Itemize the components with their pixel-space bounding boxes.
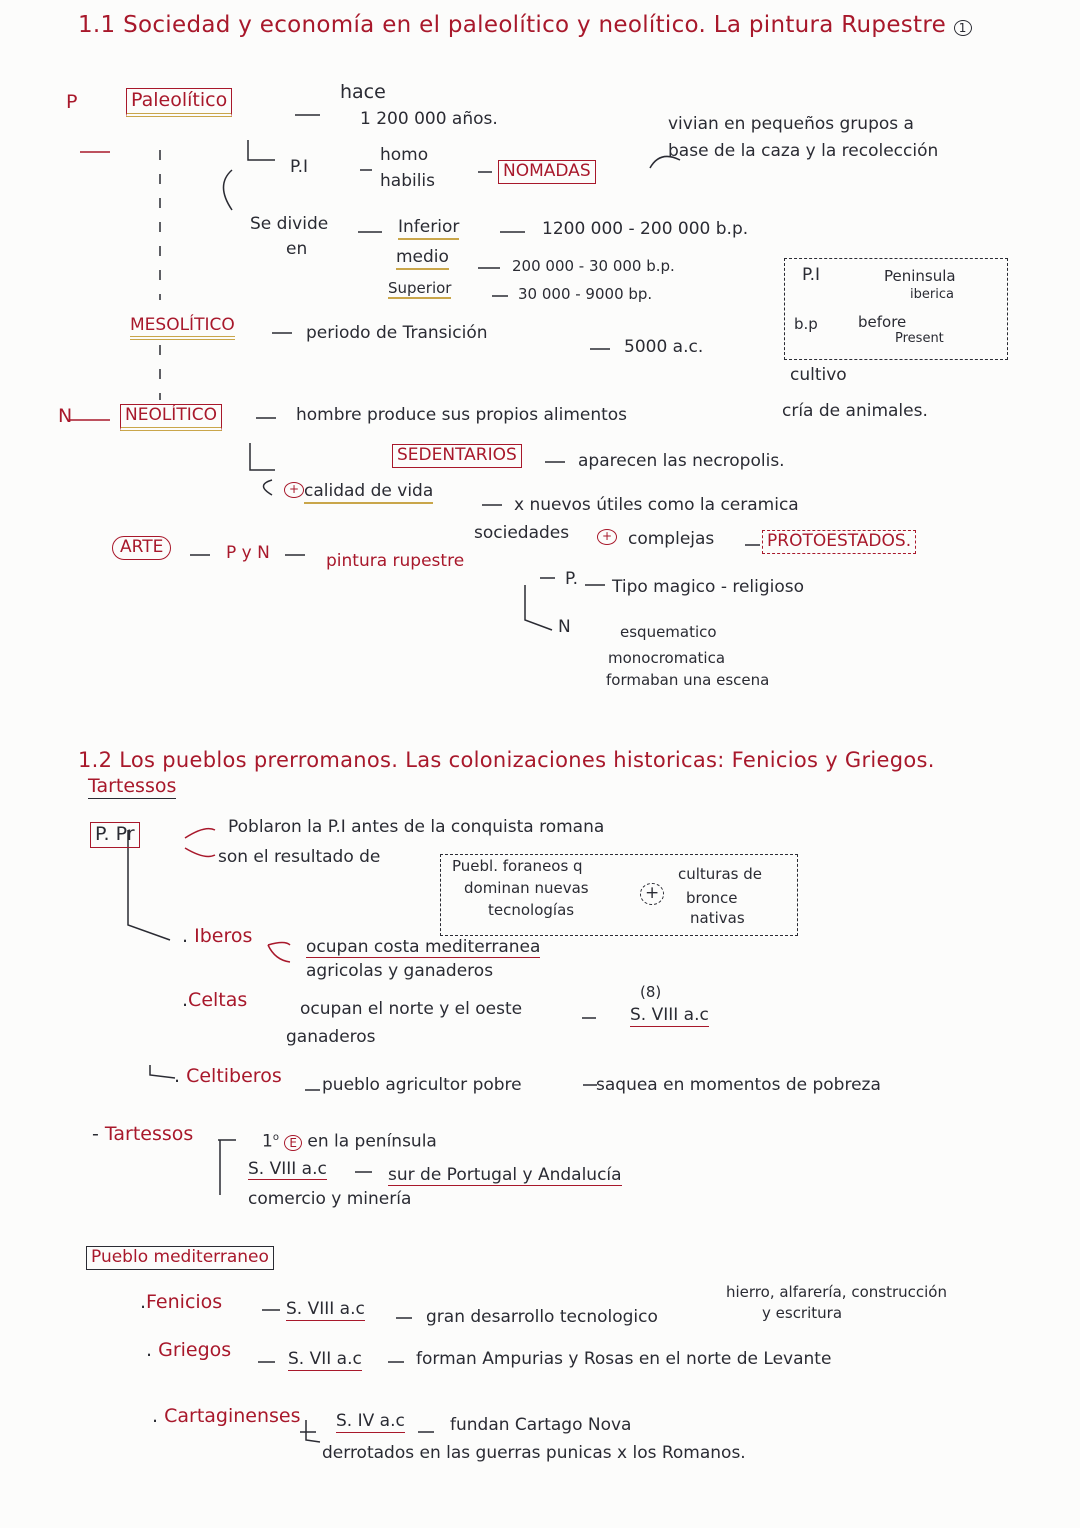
mesolitico-label: MESOLÍTICO [130,316,235,340]
page-number: 1 [954,20,972,36]
native-cultures-1: culturas de [678,865,763,883]
medio-dates: 200 000 - 30 000 b.p. [512,257,675,275]
animal-breeding: cría de animales. [782,401,928,421]
en-label: en [286,239,308,259]
note-bp-def2: Present [895,331,944,346]
section-2-title: 1.2 Los pueblos prerromanos. Las colonizaciones historicas: Fenicios y Griegos. [78,748,935,772]
celtas-date: S. VIII a.c [630,1005,709,1025]
neolitico-box: NEOLÍTICO [120,404,222,431]
neolithic-art-label: N [558,617,571,637]
sedentarios-box: SEDENTARIOS [392,444,522,468]
foreign-peoples-1: Puebl. foraneos q [452,857,583,875]
arte-badge: ARTE [112,536,171,560]
plus-icon-3: + [640,883,664,905]
tartessos-detail-1: 1$^o$ E en la península [262,1131,437,1152]
cartaginenses-label: . Cartaginenses [152,1405,301,1427]
celtas-number: (8) [640,983,662,1001]
transition-period: periodo de Transición [306,323,488,343]
note-pi: P.I [802,265,821,285]
p-pr-box: P. Pr [90,822,140,848]
tartessos-detail-3: comercio y minería [248,1189,412,1209]
celtiberos-detail-2: saquea en momentos de pobreza [596,1075,881,1095]
schematic-label: esquematico [620,623,717,641]
iberos-detail-2: agricolas y ganaderos [306,961,494,981]
paleolithic-letter: P [66,91,78,113]
formed-scene: formaban una escena [606,671,770,689]
plus-icon: + [284,482,304,498]
celtiberos-detail-1: pueblo agricultor pobre [322,1075,522,1095]
poblaron-label: Poblaron la P.I antes de la conquista romana [228,817,605,837]
hace-label: hace [340,81,386,103]
fenicios-date: S. VIII a.c [286,1299,365,1319]
neolithic-letter: N [58,405,73,427]
transition-date: 5000 a.c. [624,337,704,357]
tartessos-detail-2b: sur de Portugal y Andalucía [388,1165,622,1185]
note-pi-def2: iberica [910,287,954,302]
protoestados-box: PROTOESTADOS. [762,530,916,554]
native-cultures-2: bronce [686,889,738,907]
habilis-label: habilis [380,171,436,191]
celtas-detail-2: ganaderos [286,1027,376,1047]
griegos-date: S. VII a.c [288,1349,362,1369]
cartaginenses-date: S. IV a.c [336,1411,405,1431]
cultivo-label: cultivo [790,365,847,385]
iberos-detail-1: ocupan costa mediterranea [306,937,541,957]
celtiberos-label: . Celtiberos [174,1065,282,1087]
complex-label: complejas [628,529,715,549]
fenicios-label: .Fenicios [140,1291,223,1313]
societies-label: sociedades [474,523,570,543]
produces-food: hombre produce sus propios alimentos [296,405,628,425]
necropolis-appear: aparecen las necropolis. [578,451,785,471]
tartessos-label: - Tartessos [92,1123,194,1145]
note-bp: b.p [794,315,818,333]
iberos-label: . Iberos [182,925,253,947]
fenicios-desc: gran desarrollo tecnologico [426,1307,658,1327]
griegos-desc: forman Ampurias y Rosas en el norte de Levante [416,1349,832,1369]
cartaginenses-desc: fundan Cartago Nova [450,1415,632,1435]
native-cultures-3: nativas [690,909,745,927]
tartessos-heading: Tartessos [88,775,177,797]
cartaginenses-detail: derrotados en las guerras punicas x los Romanos. [322,1443,746,1463]
section-1-title: 1.1 Sociedad y economía en el paleolítico y neolítico. La pintura Rupestre 1 [78,12,972,38]
result-of-label: son el resultado de [218,847,381,867]
homo-label: homo [380,145,429,165]
tartessos-detail-2: S. VIII a.c [248,1159,327,1179]
superior-label: Superior [388,280,451,299]
foreign-peoples-3: tecnologías [488,901,575,919]
fenicios-extra-2: y escritura [762,1304,843,1322]
nomadas-box: NOMADAS [498,160,596,184]
pyn-label: P y N [226,543,270,563]
celtas-detail-1: ocupan el norte y el oeste [300,999,523,1019]
inferior-label: Inferior [398,218,459,240]
pi-label: P.I [290,157,309,177]
superior-dates: 30 000 - 9000 bp. [518,285,653,303]
cave-painting: pintura rupestre [326,551,465,571]
quality-of-life: calidad de vida [304,482,433,504]
mediterranean-peoples-box: Pueblo mediterraneo [86,1246,274,1270]
hunting-gathering: base de la caza y la recolección [668,141,939,161]
paleolithic-art-label: P. [565,569,579,589]
celtas-label: .Celtas [182,989,248,1011]
note-bp-def1: before [858,313,907,331]
new-tools: x nuevos útiles como la ceramica [514,495,799,515]
monochrome-label: monocromatica [608,649,726,667]
medio-label: medio [396,248,449,270]
note-pi-def1: Peninsula [884,267,956,285]
foreign-peoples-2: dominan nuevas [464,879,589,897]
paleolithic-box: Paleolítico [126,88,232,117]
lived-small-groups: vivian en pequeños grupos a [668,114,914,134]
plus-icon-2: + [597,529,617,545]
se-divide-label: Se divide [250,214,329,234]
fenicios-extra-1: hierro, alfarería, construcción [726,1283,947,1301]
griegos-label: . Griegos [146,1339,232,1361]
years-ago: 1 200 000 años. [360,109,498,129]
magic-religious: Tipo magico - religioso [612,577,805,597]
inferior-dates: 1200 000 - 200 000 b.p. [542,219,749,239]
